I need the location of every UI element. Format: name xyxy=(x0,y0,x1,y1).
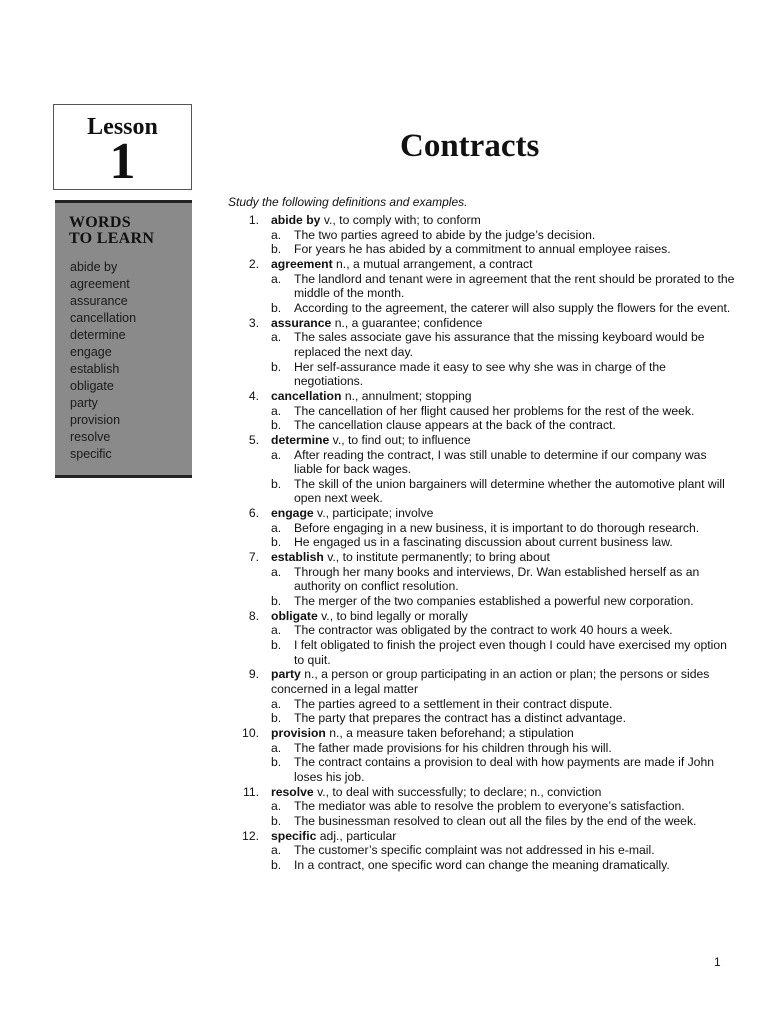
example-letter: b. xyxy=(271,857,282,872)
example-text: The cancellation clause appears at the back of the contract. xyxy=(294,418,616,433)
example-sentence xyxy=(238,843,738,858)
entry-definition: n., annulment; stopping xyxy=(341,388,472,403)
example-letter: b. xyxy=(271,242,282,257)
definition-entry xyxy=(238,667,738,726)
example-text: Through her many books and interviews, Dr. Wan established herself as an authority on conflict resolution. xyxy=(294,564,700,594)
example-text: The two parties agreed to abide by the judge’s decision. xyxy=(294,227,596,242)
word-to-learn-item: specific xyxy=(70,447,112,461)
example-text: According to the agreement, the caterer will also supply the flowers for the event. xyxy=(294,300,731,315)
definition-entry xyxy=(238,550,738,609)
entry-word: provision xyxy=(271,725,326,740)
entry-word: obligate xyxy=(271,608,318,623)
example-letter: a. xyxy=(271,227,282,242)
words-panel-title xyxy=(69,215,192,247)
example-sentence xyxy=(238,477,738,506)
example-sentence xyxy=(238,814,738,829)
definitions-list xyxy=(238,213,738,873)
lesson-box xyxy=(53,104,192,190)
word-to-learn-item: resolve xyxy=(70,430,111,444)
example-sentence xyxy=(238,711,738,726)
example-letter: a. xyxy=(271,330,282,345)
definition-headline xyxy=(238,667,738,696)
example-text: Before engaging in a new business, it is important to do thorough research. xyxy=(294,520,700,535)
example-letter: a. xyxy=(271,696,282,711)
example-letter: b. xyxy=(271,638,282,653)
entry-number: 1. xyxy=(248,213,259,227)
example-letter: a. xyxy=(271,799,282,814)
example-text: The merger of the two companies established a powerful new corporation. xyxy=(294,594,694,609)
example-letter: a. xyxy=(271,403,282,418)
word-to-learn-item: cancellation xyxy=(70,311,137,325)
entry-word: determine xyxy=(271,432,330,447)
entry-word: establish xyxy=(271,550,324,565)
definition-entry xyxy=(238,785,738,829)
definition-entry xyxy=(238,389,738,433)
word-to-learn-item: provision xyxy=(70,413,121,427)
example-text: The mediator was able to resolve the problem to everyone’s satisfaction. xyxy=(294,799,685,814)
example-sentence xyxy=(238,448,738,477)
definition-headline xyxy=(238,829,738,844)
example-letter: b. xyxy=(271,813,282,828)
definition-entry xyxy=(238,829,738,873)
definition-headline xyxy=(238,316,738,331)
example-text: The parties agreed to a settlement in their contract dispute. xyxy=(294,696,613,711)
example-sentence xyxy=(238,858,738,873)
definition-entry xyxy=(238,726,738,785)
definition-headline xyxy=(238,213,738,228)
example-text: The party that prepares the contract has a distinct advantage. xyxy=(294,711,626,726)
example-letter: b. xyxy=(271,711,282,726)
example-letter: b. xyxy=(271,755,282,770)
entry-definition: v., to comply with; to conform xyxy=(320,213,481,227)
word-to-learn-item: party xyxy=(70,396,98,410)
example-letter: a. xyxy=(271,271,282,286)
word-to-learn-item: establish xyxy=(70,362,120,376)
example-letter: b. xyxy=(271,418,282,433)
page-title: Contracts xyxy=(400,128,540,164)
entry-definition: v., to deal with successfully; to declare; n., conviction xyxy=(313,784,602,799)
example-sentence xyxy=(238,697,738,712)
definition-headline xyxy=(238,550,738,565)
example-sentence xyxy=(238,799,738,814)
example-text: The contractor was obligated by the contract to work 40 hours a week. xyxy=(294,623,673,638)
entry-definition: n., a mutual arrangement, a contract xyxy=(332,256,533,271)
words-title-line2: TO LEARN xyxy=(69,230,155,247)
entry-number: 2. xyxy=(248,256,259,271)
example-sentence xyxy=(238,623,738,638)
entry-definition: adj., particular xyxy=(316,828,397,843)
definition-entry xyxy=(238,506,738,550)
example-text: In a contract, one specific word can change the meaning dramatically. xyxy=(294,857,670,872)
words-to-learn-panel xyxy=(55,200,192,478)
entry-word: resolve xyxy=(271,784,314,799)
example-letter: b. xyxy=(271,594,282,609)
example-sentence xyxy=(238,301,738,316)
example-letter: a. xyxy=(271,623,282,638)
entry-word: abide by xyxy=(271,213,321,227)
example-letter: b. xyxy=(271,300,282,315)
word-to-learn-item: obligate xyxy=(70,379,114,393)
example-sentence xyxy=(238,360,738,389)
definition-headline xyxy=(238,726,738,741)
definition-headline xyxy=(238,506,738,521)
example-text: The contract contains a provision to deal with how payments are made if John loses his job. xyxy=(294,755,715,784)
word-to-learn-item: engage xyxy=(70,345,112,359)
definition-entry xyxy=(238,316,738,389)
lesson-label: Lesson xyxy=(87,114,158,140)
example-text: For years he has abided by a commitment to annual employee raises. xyxy=(294,242,671,257)
example-text: After reading the contract, I was still unable to determine if our company was liable for back wages. xyxy=(294,447,707,477)
example-sentence xyxy=(238,272,738,301)
entry-number: 10. xyxy=(242,725,259,740)
words-title-line1: WORDS xyxy=(69,214,131,231)
entry-definition: v., participate; involve xyxy=(313,506,434,521)
word-to-learn-item: agreement xyxy=(70,277,130,291)
entry-number: 6. xyxy=(248,506,259,521)
entry-number: 4. xyxy=(248,388,259,403)
entry-number: 3. xyxy=(248,315,259,330)
definition-headline xyxy=(238,785,738,800)
example-sentence xyxy=(238,228,738,243)
example-letter: b. xyxy=(271,476,282,491)
example-text: I felt obligated to finish the project even though I could have exercised my option to quit. xyxy=(294,638,727,667)
example-sentence xyxy=(238,594,738,609)
example-text: The customer’s specific complaint was not addressed in his e-mail. xyxy=(294,843,655,858)
definition-headline xyxy=(238,389,738,404)
entry-word: party xyxy=(271,667,301,682)
word-to-learn-item: determine xyxy=(70,328,126,342)
definition-headline xyxy=(238,433,738,448)
word-to-learn-item: abide by xyxy=(70,260,118,274)
entry-number: 8. xyxy=(248,608,259,623)
definition-headline xyxy=(238,257,738,272)
example-letter: a. xyxy=(271,564,282,579)
definition-entry xyxy=(238,609,738,668)
words-list xyxy=(70,259,192,463)
example-sentence xyxy=(238,404,738,419)
entry-word: specific xyxy=(271,828,317,843)
lesson-number: 1 xyxy=(109,133,136,190)
example-text: He engaged us in a fascinating discussion about current business law. xyxy=(294,535,673,550)
example-text: Her self-assurance made it easy to see why she was in charge of the negotiations. xyxy=(294,359,666,389)
entry-definition: n., a person or group participating in an action or plan; the persons or sides concerned in a legal matter xyxy=(271,667,710,696)
example-letter: a. xyxy=(271,843,282,858)
definition-headline xyxy=(238,609,738,624)
entry-word: agreement xyxy=(271,256,333,271)
example-sentence xyxy=(238,521,738,536)
word-to-learn-item: assurance xyxy=(70,294,128,308)
entry-number: 9. xyxy=(248,667,259,682)
example-sentence xyxy=(238,755,738,784)
entry-number: 11. xyxy=(242,784,259,799)
page-number: 1 xyxy=(714,955,721,969)
definition-entry xyxy=(238,257,738,316)
example-letter: a. xyxy=(271,740,282,755)
definition-entry xyxy=(238,213,738,257)
entry-word: assurance xyxy=(271,315,332,330)
entry-definition: v., to institute permanently; to bring about xyxy=(323,550,550,565)
entry-definition: n., a measure taken beforehand; a stipulation xyxy=(325,725,574,740)
entry-number: 12. xyxy=(242,828,259,843)
example-letter: b. xyxy=(271,359,282,374)
example-text: The businessman resolved to clean out all the files by the end of the week. xyxy=(294,813,697,828)
entry-word: cancellation xyxy=(271,388,342,403)
example-letter: b. xyxy=(271,535,282,550)
definition-entry xyxy=(238,433,738,506)
example-sentence xyxy=(238,242,738,257)
example-text: The father made provisions for his children through his will. xyxy=(294,740,612,755)
example-letter: a. xyxy=(271,447,282,462)
example-sentence xyxy=(238,741,738,756)
example-sentence xyxy=(238,330,738,359)
example-text: The skill of the union bargainers will determine whether the automotive plant will open next week. xyxy=(294,476,725,506)
instructions: Study the following definitions and examples. xyxy=(228,195,468,209)
example-sentence xyxy=(238,565,738,594)
entry-number: 5. xyxy=(248,432,259,447)
example-sentence xyxy=(238,418,738,433)
entry-word: engage xyxy=(271,506,314,521)
example-letter: a. xyxy=(271,520,282,535)
example-sentence xyxy=(238,638,738,667)
example-text: The cancellation of her flight caused her problems for the rest of the week. xyxy=(294,403,695,418)
entry-definition: n., a guarantee; confidence xyxy=(331,315,483,330)
entry-definition: v., to bind legally or morally xyxy=(317,608,468,623)
example-text: The sales associate gave his assurance that the missing keyboard would be replaced the next day. xyxy=(294,330,705,359)
example-sentence xyxy=(238,535,738,550)
entry-number: 7. xyxy=(248,550,259,565)
entry-definition: v., to find out; to influence xyxy=(329,432,471,447)
example-text: The landlord and tenant were in agreement that the rent should be prorated to the middle of the month. xyxy=(294,271,735,301)
